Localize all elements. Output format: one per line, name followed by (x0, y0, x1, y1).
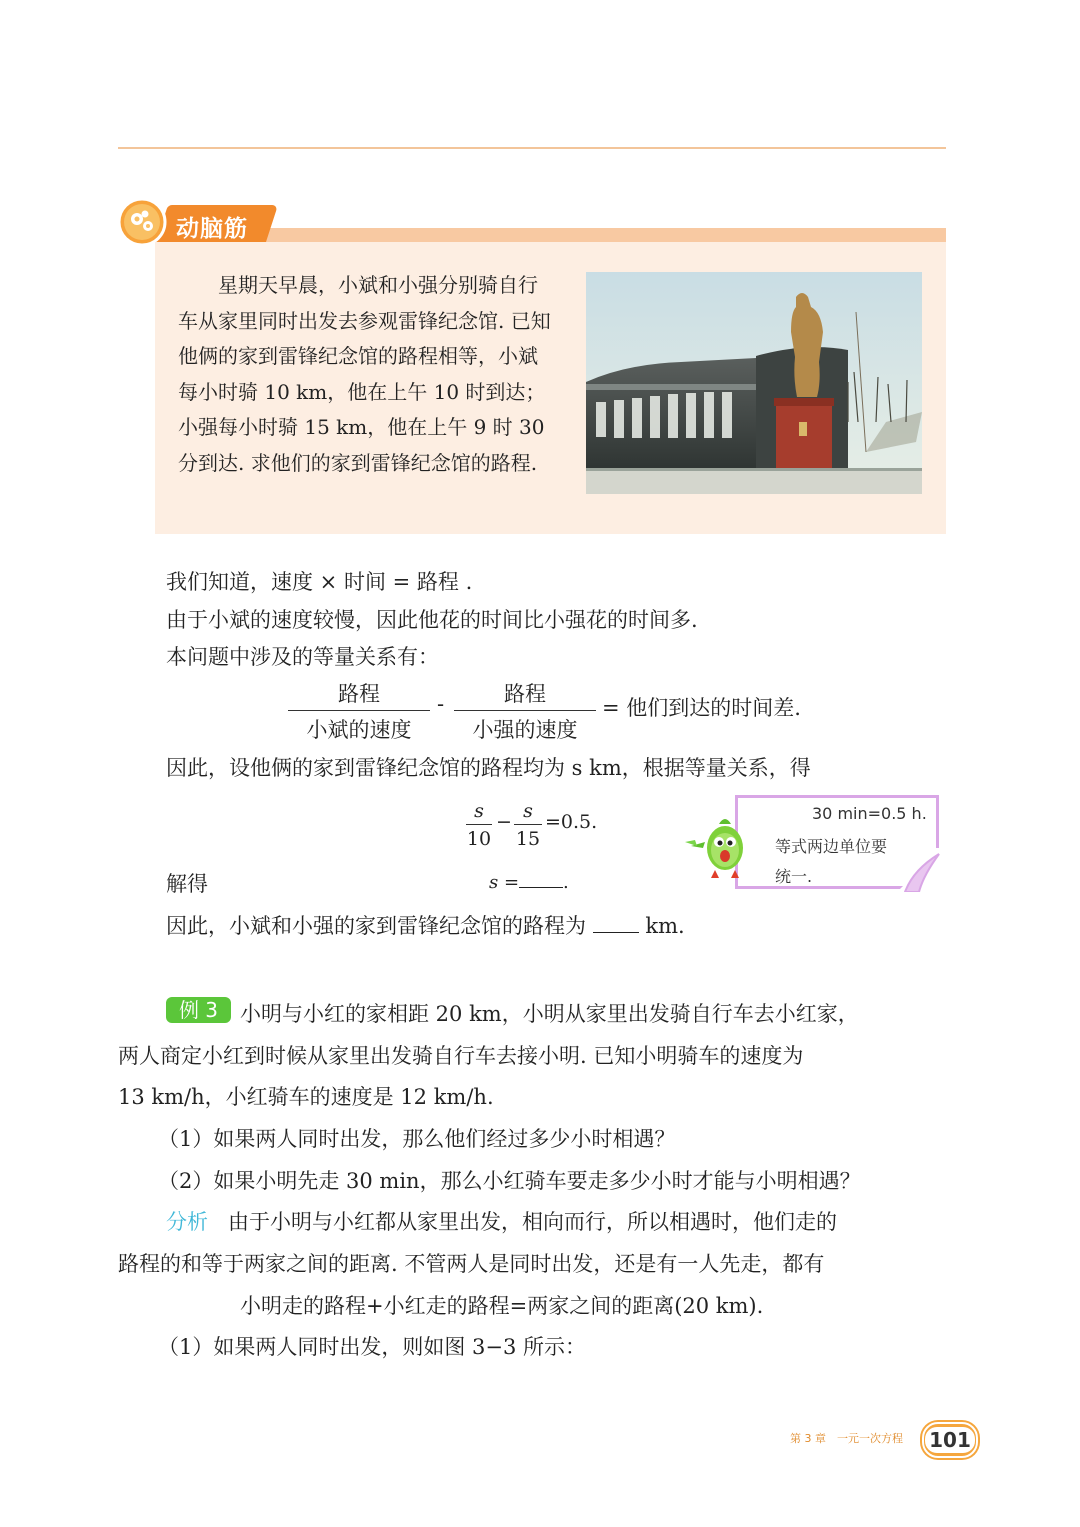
equation-rhs: = 他们到达的时间差. (602, 696, 801, 720)
equation-rhs-value: =0.5. (545, 811, 598, 833)
analysis-line-3: （1）如果两人同时出发，则如图 3−3 所示： (158, 1335, 587, 1359)
fraction-bin-numerator: 路程 (288, 678, 430, 711)
example-badge: 例 3 (166, 997, 231, 1023)
conclusion-text: 因此，小斌和小强的家到雷锋纪念馆的路程为 (166, 914, 586, 938)
explanation-line-3: 本问题中涉及的等量关系有： (166, 645, 439, 669)
page-number-badge (922, 1422, 978, 1458)
example-line-2: 两人商定小红到时候从家里出发骑自行车去接小明. 已知小明骑车的速度为 (118, 1044, 804, 1068)
fraction-qiang-denominator: 小强的速度 (472, 718, 578, 742)
analysis-text-1: 由于小明与小红都从家里出发，相向而行，所以相遇时，他们走的 (228, 1210, 838, 1234)
explanation-line-4: 因此，设他俩的家到雷锋纪念馆的路程均为 s km，根据等量关系，得 (166, 756, 811, 780)
statue-building-photo (586, 272, 922, 494)
answer-blank[interactable] (519, 887, 563, 888)
fraction-qiang-numerator: 路程 (454, 678, 596, 711)
explanation-line-2: 由于小斌的速度较慢，因此他花的时间比小强花的时间多. (166, 608, 698, 632)
fraction-bin (288, 678, 430, 744)
equation-fraction-2 (514, 800, 542, 850)
equation-fraction-1-num: s (466, 800, 492, 825)
minus-sign: - (437, 692, 445, 716)
equation-fraction-2-den: 15 (515, 828, 541, 850)
example-line-1: 小明与小红的家相距 20 km，小明从家里出发骑自行车去小红家， (240, 1002, 859, 1026)
analysis-label: 分析 (166, 1210, 208, 1234)
question-1: （1）如果两人同时出发，那么他们经过多少小时相遇？ (158, 1127, 676, 1151)
note-line-1: 30 min=0.5 h. (812, 804, 927, 823)
analysis-line-1 (166, 1206, 837, 1236)
fraction-qiang (454, 678, 596, 744)
conclusion (166, 910, 685, 940)
section-header-band (155, 228, 946, 242)
fraction-bin-denominator: 小斌的速度 (306, 718, 412, 742)
solve-end: . (563, 872, 569, 893)
gear-icon (117, 197, 167, 247)
page-curl-icon (895, 848, 941, 892)
equation-minus: − (496, 811, 512, 833)
explanation-line-1: 我们知道，速度 × 时间 = 路程 . (166, 570, 473, 594)
equation-fraction-1 (466, 800, 492, 850)
solve-label: 解得 (166, 872, 208, 896)
page-number: 101 (925, 1427, 975, 1453)
example-line-3: 13 km/h，小红骑车的速度是 12 km/h. (118, 1085, 494, 1109)
analysis-equation: 小明走的路程+小红走的路程=两家之间的距离(20 km). (240, 1294, 764, 1318)
green-mascot-icon (683, 812, 753, 882)
solve-expression (489, 872, 569, 893)
note-line-2: 等式两边单位要 (775, 837, 888, 856)
analysis-line-2: 路程的和等于两家之间的距离. 不管两人是同时出发，还是有一人先走，都有 (118, 1252, 825, 1276)
solve-expression-text: s = (489, 872, 520, 893)
distance-blank[interactable] (593, 932, 639, 933)
section-title: 动脑筋 (176, 216, 248, 242)
question-2: （2）如果小明先走 30 min，那么小红骑车要走多少小时才能与小明相遇？ (158, 1169, 861, 1193)
top-divider (118, 147, 946, 149)
equation-fraction-2-num: s (514, 800, 542, 825)
chapter-footer: 第 3 章 一元一次方程 (790, 1432, 903, 1445)
note-line-3: 统一. (775, 867, 813, 886)
problem-text: 星期天早晨，小斌和小强分别骑自行车从家里同时出发去参观雷锋纪念馆. 已知他俩的家到雷锋纪念馆的路程相等，小斌每小时骑 10 km，他在上午 10 时到达；小强每小时骑 15 km，他在上午 9 时 30 分到达. 求他们的家到雷锋纪念馆的路程. (178, 273, 551, 475)
conclusion-unit: km. (645, 914, 685, 938)
equation-fraction-1-den: 10 (466, 828, 492, 850)
